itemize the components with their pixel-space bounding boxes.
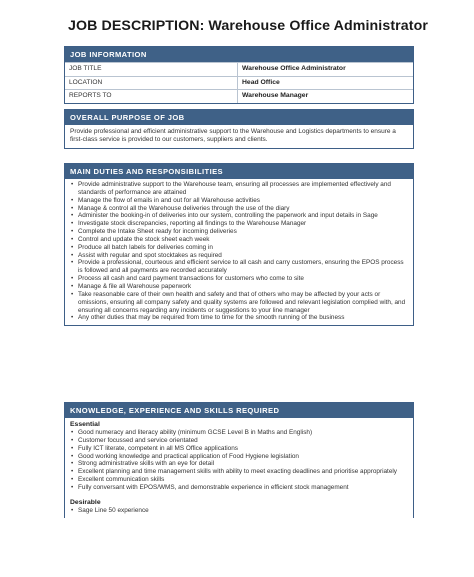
list-item: • Manage the flow of emails in and out for all Warehouse activities: [70, 197, 408, 205]
list-item: • Excellent planning and time management skills with ability to meet exacting deadlines and prioritise appropriately: [70, 468, 408, 476]
list-item: • Manage & control all the Warehouse deliveries through the use of the diary: [70, 205, 408, 213]
overall-purpose-section: [64, 109, 414, 149]
overall-purpose-header: OVERALL PURPOSE OF JOB: [65, 110, 413, 125]
list-item: • Provide administrative support to the Warehouse team, ensuring all processes are implemented effectively and standards of performance are attained: [70, 181, 408, 197]
job-information-header: JOB INFORMATION: [65, 47, 413, 62]
essential-label: Essential: [70, 421, 100, 428]
essential-list: [65, 429, 413, 495]
list-item: • Assist with regular and spot stocktakes as required: [70, 252, 408, 260]
main-duties-section: [64, 163, 414, 326]
info-row-job-title: [65, 62, 413, 76]
knowledge-section: [64, 402, 414, 518]
info-label: REPORTS TO: [65, 90, 238, 103]
knowledge-header: KNOWLEDGE, EXPERIENCE AND SKILLS REQUIRED: [65, 403, 413, 418]
info-value: Warehouse Manager: [242, 92, 309, 100]
info-value: Head Office: [242, 78, 280, 86]
list-item: • Good numeracy and literacy ability (minimum GCSE Level B in Maths and English): [70, 429, 408, 437]
info-row-reports-to: [65, 89, 413, 103]
list-item: • Fully conversant with EPOS/WMS, and demonstrable experience in efficient stock management: [70, 484, 408, 492]
list-item: • Sage Line 50 experience: [70, 507, 408, 515]
main-duties-list: [65, 179, 413, 325]
desirable-label: Desirable: [70, 498, 101, 506]
list-item: • Strong administrative skills with an eye for detail: [70, 460, 408, 468]
overall-purpose-text: Provide professional and efficient administrative support to the Warehouse and Logistics departments to ensure a first-class service is provided to our customers, suppliers and clients.: [70, 128, 396, 144]
info-value: Warehouse Office Administrator: [242, 65, 346, 72]
list-item: • Administer the booking-in of deliveries into our system, controlling the paperwork and input details in Sage: [70, 212, 408, 220]
job-information-section: [64, 46, 414, 104]
list-item: • Fully ICT literate, competent in all MS Office applications: [70, 445, 408, 453]
list-item: • Process all cash and card payment transactions for customers who come to site: [70, 275, 408, 283]
list-item: • Complete the Intake Sheet ready for incoming deliveries: [70, 228, 408, 236]
list-item: • Any other duties that may be required from time to time for the smooth running of the business: [70, 314, 408, 322]
list-item: • Control and update the stock sheet each week: [70, 236, 408, 244]
list-item: • Take reasonable care of their own health and safety and that of others who may be affected by your acts or omissions, ensuring all company safety and quality systems are followed and relevant legislation complied with, and ensuring all concerns regarding any incidents or suggestions to your line manager: [70, 291, 408, 315]
list-item: • Good working knowledge and practical application of Food Hygiene legislation: [70, 453, 408, 461]
info-label: JOB TITLE: [65, 63, 238, 76]
list-item: • Manage & file all Warehouse paperwork: [70, 283, 408, 291]
info-row-location: [65, 76, 413, 90]
list-item: • Customer focussed and service orientated: [70, 437, 408, 445]
info-label: LOCATION: [65, 77, 238, 90]
list-item: • Provide a professional, courteous and efficient service to all cash and carry customers, ensuring the EPOS process is followed and all payments are recorded accurately: [70, 259, 408, 275]
list-item: • Excellent communication skills: [70, 476, 408, 484]
document-title: JOB DESCRIPTION: Warehouse Office Administrator: [68, 18, 428, 34]
list-item: • Investigate stock discrepancies, reporting all findings to the Warehouse Manager: [70, 220, 408, 228]
list-item: • Produce all batch labels for deliveries coming in: [70, 244, 408, 252]
desirable-list: [65, 507, 413, 518]
main-duties-header: MAIN DUTIES AND RESPONSIBILITIES: [65, 164, 413, 179]
